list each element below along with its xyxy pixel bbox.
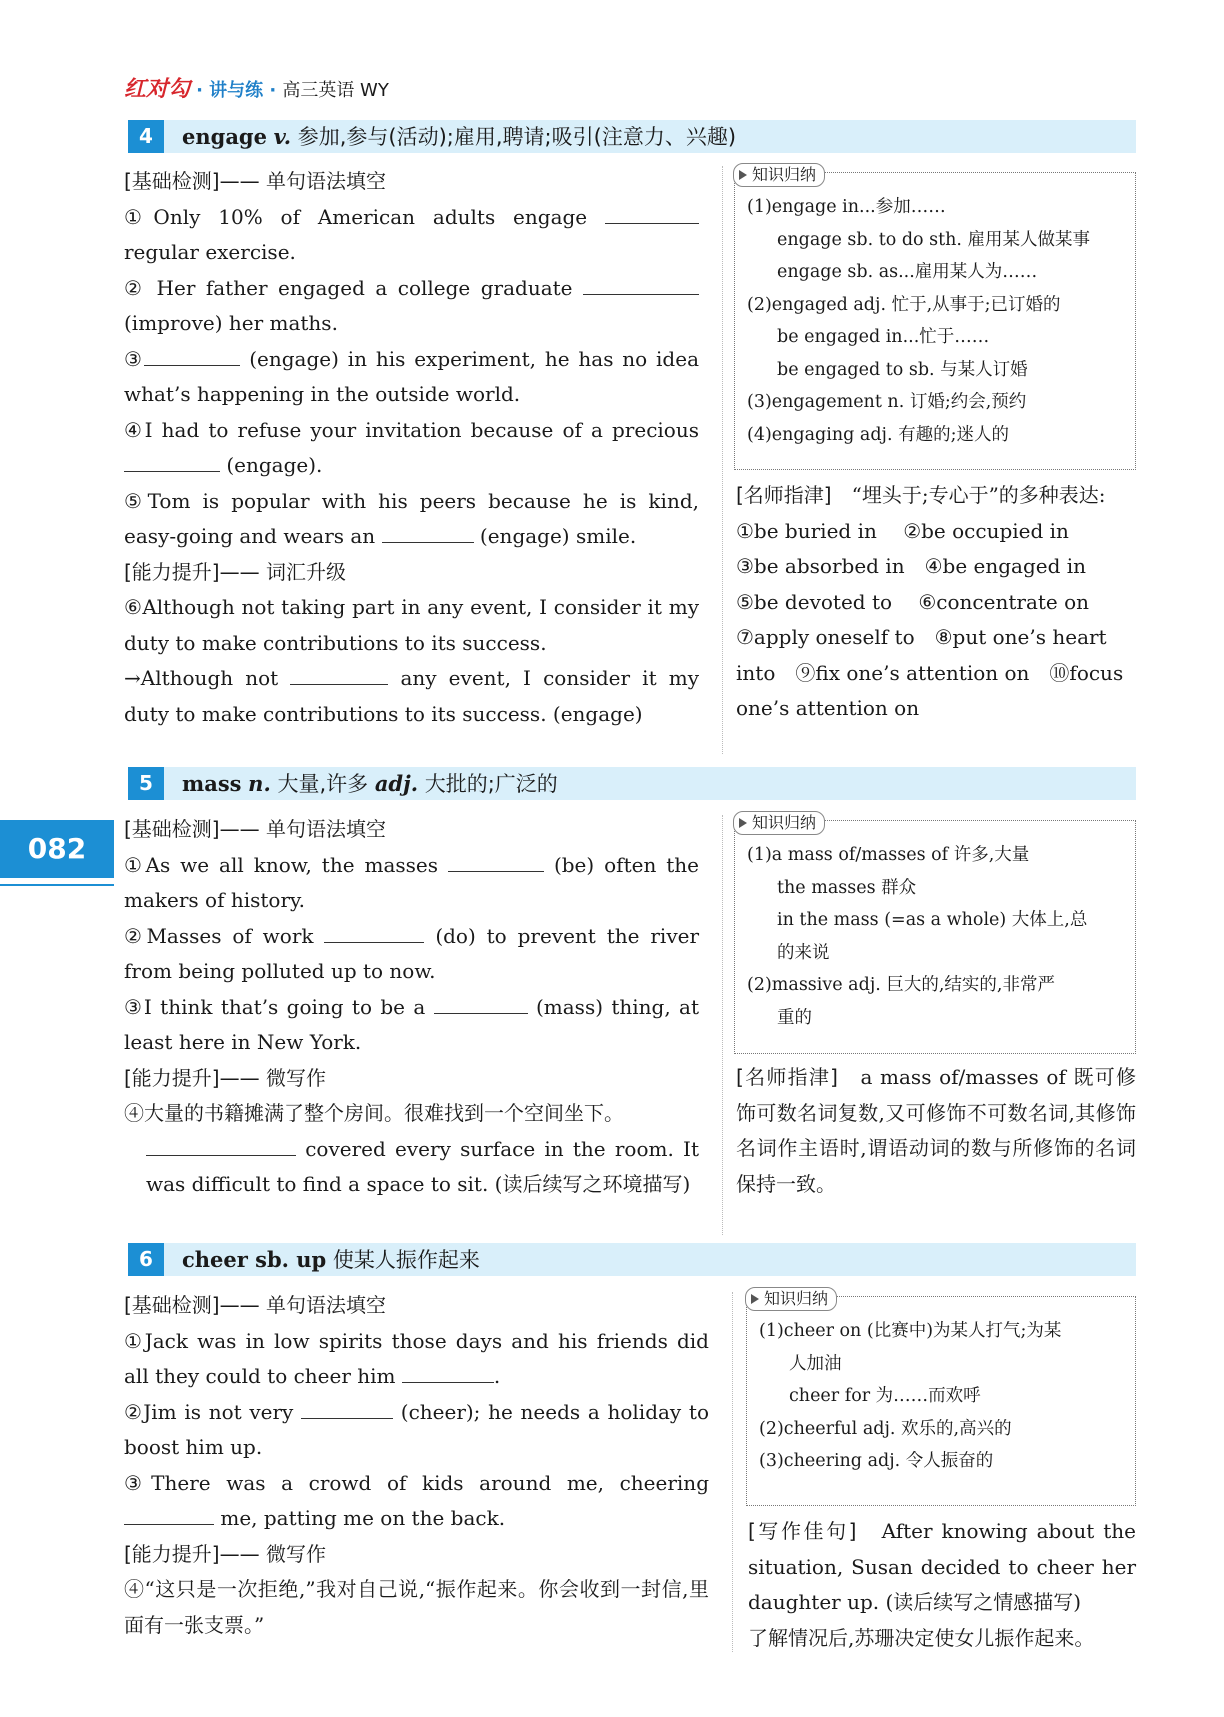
page-header (124, 72, 389, 103)
exercise-item: ①Only 10% of American adults engage regular exercise. (124, 200, 699, 271)
section-4-number: 4 (128, 120, 164, 153)
knowledge-line: be engaged in...忙于…… (777, 327, 990, 347)
tip-label: [名师指津] (736, 483, 832, 507)
section-5-exercises (124, 812, 699, 1203)
knowledge-line: (3)cheering adj. 令人振奋的 (759, 1451, 994, 1471)
column-divider (732, 1292, 733, 1652)
answer-blank[interactable] (402, 1362, 494, 1383)
section-5-meaning2: 大批的;广泛的 (424, 772, 558, 796)
answer-blank[interactable] (146, 1135, 296, 1156)
section-6-number: 6 (128, 1243, 164, 1276)
section-4-word: engage (182, 124, 267, 149)
tip-line: ⑦apply oneself to ⑧put one’s heart (736, 625, 1107, 649)
exercise-item: ②Masses of work (do) to prevent the river from being polluted up to now. (124, 923, 700, 983)
section-5-pos2: adj. (374, 771, 419, 796)
knowledge-line: (3)engagement n. 订婚;约会,预约 (747, 392, 1027, 412)
answer-blank[interactable] (382, 522, 474, 543)
knowledge-tag: 知识归纳 (733, 811, 825, 835)
tip-label: [名师指津] (736, 1065, 838, 1089)
knowledge-line: (1)engage in...参加…… (747, 197, 946, 217)
section-5-heading (128, 767, 1136, 800)
exercise-item: ③ (engage) in his experiment, he has no idea what’s happening in the outside world. (124, 346, 699, 406)
section-6-writing-tip (748, 1514, 1136, 1656)
section-4-knowledge-box (734, 165, 1136, 470)
section-6-word: cheer sb. up (182, 1247, 327, 1272)
knowledge-line: cheer for 为……而欢呼 (789, 1386, 981, 1406)
knowledge-tag: 知识归纳 (733, 163, 825, 187)
section-5-word: mass (182, 771, 242, 796)
knowledge-line: 重的 (777, 1007, 812, 1028)
answer-blank[interactable] (605, 203, 699, 224)
knowledge-line: 人加油 (789, 1353, 842, 1374)
exercise-item: ④“这只是一次拒绝,”我对自己说,“振作起来。你会收到一封信,里面有一张支票。” (124, 1577, 709, 1637)
section-4-exercises (124, 164, 699, 732)
exercise-item: ④I had to refuse your invitation because of a precious (engage). (124, 417, 699, 477)
exercise-item: ③I think that’s going to be a (mass) thing, at least here in New York. (124, 994, 700, 1054)
knowledge-line: engage sb. to do sth. 雇用某人做某事 (777, 229, 1091, 250)
answer-blank[interactable] (324, 922, 424, 943)
tip-translation: 了解情况后,苏珊决定使女儿振作起来。 (748, 1625, 1095, 1650)
tip-line: into ⑨fix one’s attention on ⑩focus (736, 660, 1124, 685)
exercise-item: ③There was a crowd of kids around me, cheering me, patting me on the back. (124, 1470, 709, 1530)
section-5-pos: n. (248, 771, 271, 796)
tip-line: ①be buried in ②be occupied in (736, 518, 1069, 543)
column-divider (722, 166, 723, 754)
basic-check-label: [基础检测]—— 单句语法填空 (124, 817, 386, 841)
exercise-item: ①As we all know, the masses (be) often the makers of history. (124, 852, 700, 912)
tip-line: ③be absorbed in ④be engaged in (736, 554, 1087, 578)
answer-blank[interactable] (144, 345, 240, 366)
ability-label: [能力提升]—— 微写作 (124, 1065, 326, 1090)
knowledge-line: the masses 群众 (777, 877, 917, 898)
ability-label: [能力提升]—— 词汇升级 (124, 559, 346, 584)
section-6-heading (128, 1243, 1136, 1276)
header-title: 高三英语 WY (282, 80, 389, 101)
knowledge-line: (1)a mass of/masses of 许多,大量 (747, 845, 1030, 865)
knowledge-line: engage sb. as...雇用某人为…… (777, 262, 1038, 282)
ability-label: [能力提升]—— 微写作 (124, 1541, 326, 1566)
answer-blank[interactable] (301, 1398, 393, 1419)
exercise-item: ② Her father engaged a college graduate (improve) her maths. (124, 271, 699, 342)
exercise-item: ①Jack was in low spirits those days and his friends did all they could to cheer him . (124, 1328, 709, 1388)
answer-blank[interactable] (124, 1504, 214, 1525)
page-number: 082 (0, 820, 114, 878)
knowledge-line: (1)cheer on (比赛中)为某人打气;为某 (759, 1321, 1062, 1341)
exercise-item: ④大量的书籍摊满了整个房间。很难找到一个空间坐下。 (124, 1101, 624, 1125)
section-5-knowledge-box (734, 813, 1136, 1054)
section-5-teacher-tip (736, 1060, 1136, 1202)
tip-label: [写作佳句] (748, 1519, 857, 1543)
answer-blank[interactable] (290, 664, 388, 685)
knowledge-line: (4)engaging adj. 有趣的;迷人的 (747, 424, 1009, 445)
exercise-item: ⑤Tom is popular with his peers because he is kind, easy-going and wears an (engage) smile. (124, 488, 699, 548)
header-subtitle: · 讲与练 · (196, 80, 277, 101)
section-4-meaning: 参加,参与(活动);雇用,聘请;吸引(注意力、兴趣) (297, 125, 737, 149)
section-6-knowledge-box (746, 1289, 1136, 1506)
section-6-meaning: 使某人振作起来 (332, 1248, 480, 1272)
exercise-item: ⑥Although not taking part in any event, I consider it my duty to make contributions to its success. (124, 595, 699, 655)
section-4-pos: v. (273, 124, 292, 149)
tip-text: a mass of/masses of 既可修饰可数名词复数,又可修饰不可数名词,其修饰名词作主语时,谓语动词的数与所修饰的名词保持一致。 (736, 1065, 1137, 1196)
tip-text: After knowing about the situation, Susan decided to cheer her daughter up. (读后续写之情感描写) (748, 1519, 1136, 1614)
knowledge-line: be engaged to sb. 与某人订婚 (777, 359, 1028, 380)
answer-blank[interactable] (124, 451, 220, 472)
section-6-exercises (124, 1288, 709, 1643)
brand-logo: 红对勾 (124, 76, 191, 102)
exercise-item: covered every surface in the room. It was difficult to find a space to sit. (读后续写之环境描写) (146, 1136, 699, 1196)
page-number-underline (0, 884, 114, 886)
answer-blank[interactable] (583, 274, 699, 295)
exercise-item: →Although not any event, I consider it my duty to make contributions to its success. (engage) (124, 666, 699, 726)
answer-blank[interactable] (448, 851, 544, 872)
knowledge-line: (2)cheerful adj. 欢乐的,高兴的 (759, 1418, 1012, 1439)
knowledge-line: (2)engaged adj. 忙于,从事于;已订婚的 (747, 294, 1061, 315)
exercise-item: ②Jim is not very (cheer); he needs a holiday to boost him up. (124, 1399, 709, 1459)
basic-check-label: [基础检测]—— 单句语法填空 (124, 1293, 386, 1317)
tip-line: ⑤be devoted to ⑥concentrate on (736, 589, 1090, 614)
section-5-meaning: 大量,许多 (277, 772, 369, 796)
knowledge-line: 的来说 (777, 942, 830, 963)
knowledge-line: (2)massive adj. 巨大的,结实的,非常严 (747, 975, 1055, 995)
basic-check-label: [基础检测]—— 单句语法填空 (124, 169, 386, 193)
answer-blank[interactable] (434, 993, 528, 1014)
section-4-teacher-tip (736, 478, 1136, 727)
knowledge-tag: 知识归纳 (745, 1287, 837, 1311)
knowledge-line: in the mass (=as a whole) 大体上,总 (777, 910, 1088, 930)
section-5-number: 5 (128, 767, 164, 800)
tip-line: one’s attention on (736, 696, 920, 720)
section-4-heading (128, 120, 1136, 153)
column-divider (722, 815, 723, 1235)
tip-text: “埋头于;专心于”的多种表达: (851, 483, 1106, 507)
